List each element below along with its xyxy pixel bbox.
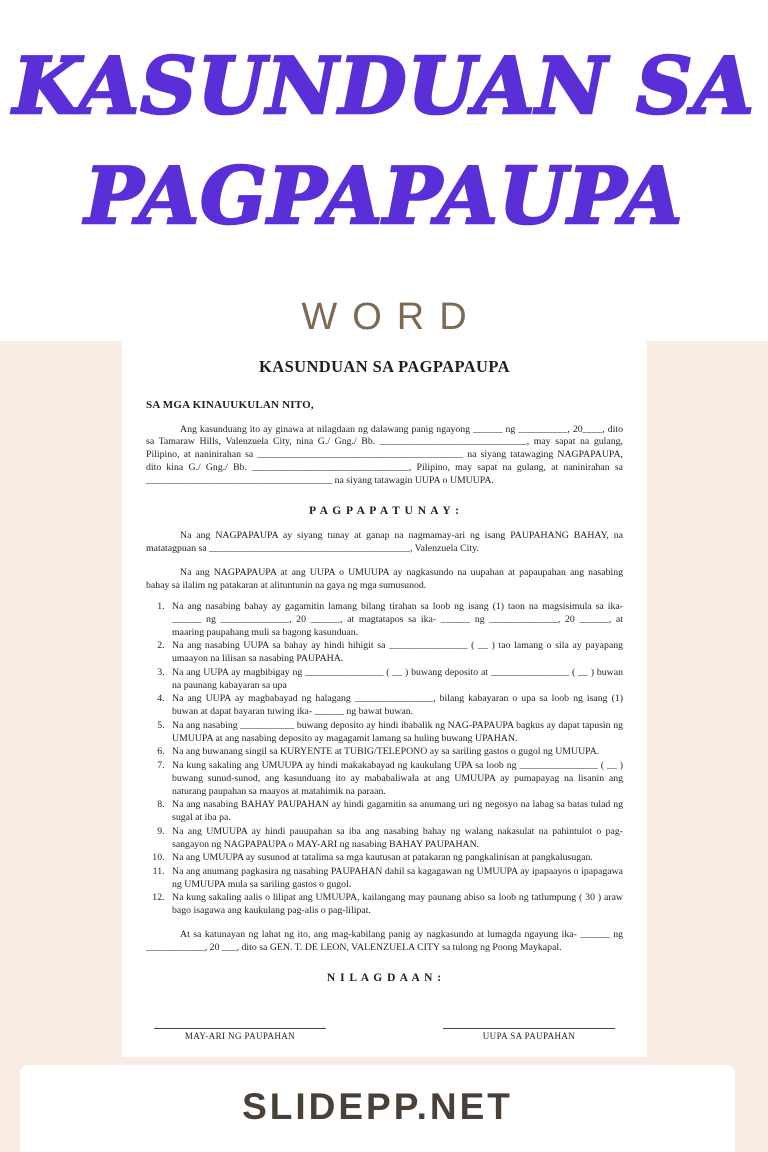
signature-block-owner xyxy=(154,1028,326,1043)
term-item-4: 4. Na ang UUPA ay magbabayad ng halagang ________________, bilang kabayaran o upa sa loob ng isang (1) buwan at dapat bayaran tuwing ika- ______ ng bawat buwan. xyxy=(167,693,623,718)
format-label: WORD xyxy=(301,296,482,338)
term-item-8: 8. Na ang nasabing BAHAY PAUPAHAN ay hindi gagamitin sa anumang uri ng negosyo na labag sa batas tulad ng sugal at iba pa. xyxy=(167,799,623,824)
poster-title xyxy=(0,32,768,252)
term-item-11: 11. Na ang anumang pagkasira ng nasabing PAUPAHAN dahil sa kagagawan ng UMUUPA ay ipapaayos o ipapagawa ng UMUUPA mula sa sariling gastos o gugol. xyxy=(167,866,623,891)
signature-line-owner xyxy=(154,1028,326,1029)
term-item-10: 10. Na ang UMUUPA ay susunod at tatalima sa mga kautusan at patakaran ng pangkalinisan at pangkalusugan. xyxy=(167,852,623,865)
term-item-6: 6. Na ang buwanang singil sa KURYENTE at TUBIG/TELEPONO ay sa sariling gastos o gugol ng UMUUPA. xyxy=(167,746,623,759)
signature-row xyxy=(154,1028,615,1043)
term-item-5: 5. Na ang nasabing ___________ buwang deposito ay hindi ibabalik ng NAG-PAPAUPA bagkus ay dapat tapusin ng UMUUPA at ang nasabing deposito ay magagamit lamang sa huling buwang UPAHAN. xyxy=(167,720,623,745)
document-title: KASUNDUAN SA PAGPAPAUPA xyxy=(259,357,510,376)
signature-block-tenant xyxy=(443,1028,615,1043)
terms-list xyxy=(146,601,623,918)
section-heading-pagpapatunay: P A G P A P A T U N A Y : xyxy=(309,505,460,518)
signature-label-owner: MAY-ARI NG PAUPAHAN xyxy=(184,1031,296,1042)
term-item-3: 3. Na ang UUPA ay magbibigay ng ________________ ( __ ) buwang deposito at ________________ ( __ ) buwan na paunang kabayaran sa upa xyxy=(167,667,623,692)
footer-card xyxy=(20,1065,735,1152)
term-item-7: 7. Na kung sakaling ang UMUUPA ay hindi makakabayad ng kaukulang UPA sa loob ng ________________ ( __ ) buwang sunud-sunod, ang kasunduang ito ay mababaliwala at ang UMUUPA ay pumapayag na lisanin ang naturang paupahan sa maayos at matahimik na paraan. xyxy=(167,760,623,798)
term-item-12: 12. Na kung sakaling aalis o lilipat ang UMUUPA, kailangang may paunang abiso sa loob ng tatlumpung ( 30 ) araw bago isagawa ang kaukulang pag-alis o pag-lilipat. xyxy=(167,892,623,917)
document-intro-paragraph: Ang kasunduang ito ay ginawa at nilagdaan ng dalawang panig ngayong ______ ng __________, 20____, dito sa Tamaraw Hills, Valenzuela City, nina G./ Gng./ Bb. ______________________________, may sapat na gulang, Pilipino, at naninirahan sa __________________________________________ na siyang tatawaging NAGPAPAUPA, dito kina G./ Gng./ Bb. ________________________________, Pilipino, may sapat na gulang, at naninirahan sa ______________________________________ na siyang tatawagin UUPA o UMUUPA. xyxy=(146,423,623,486)
section-heading-nilagdaan: N I L A G D A A N : xyxy=(326,972,443,985)
document-salutation: SA MGA KINAUUKULAN NITO, xyxy=(146,399,314,412)
site-name: SLIDEPP.NET xyxy=(242,1085,513,1127)
term-item-9: 9. Na ang UMUUPA ay hindi pauupahan sa iba ang nasabing bahay ng walang nakasulat na pahintulot o pag-sangayon ng NAGPAPAUPA o MAY-ARI ng nasabing BAHAY PAUPAHAN. xyxy=(167,826,623,851)
document-preview xyxy=(122,341,647,1057)
term-item-2: 2. Na ang nasabing UUPA sa bahay ay hindi hihigit sa ________________ ( __ ) tao lamang o sila ay payapang umaayon na lilisan sa nasabing PAUPAHA. xyxy=(167,640,623,665)
document-paragraph-ownership: Na ang NAGPAPAUPA ay siyang tunay at ganap na nagmamay-ari ng isang PAUPAHANG BAHAY, na matatagpuan sa _________________________________________, Valenzuela City. xyxy=(146,530,623,555)
document-paragraph-agreement: Na ang NAGPAPAUPA at ang UUPA o UMUUPA ay nagkasundo na uupahan at papaupahan ang nasabing bahay sa ilalim ng patakaran at alituntunin na gaya ng mga sumusunod. xyxy=(146,566,623,591)
term-item-1: 1. Na ang nasabing bahay ay gagamitin lamang bilang tirahan sa loob ng isang (1) taon na magsisimula sa ika- ______ ng ______________, 20 ______, at magtatapos sa ika- ______ ng ______________, 20 ______, at maaring paupahang muli sa bagong kasunduan. xyxy=(167,601,623,639)
poster-title-line1: KASUNDUAN SA xyxy=(13,41,755,132)
document-closing-paragraph: At sa katunayan ng lahat ng ito, ang mag-kabilang panig ay nagkasundo at lumagda ngayung ika- ______ ng ____________, 20 ___, dito sa GEN. T. DE LEON, VALENZUELA CITY sa tulong ng Poong Maykapal. xyxy=(146,928,623,953)
poster-title-line2: PAGPAPAUPA xyxy=(84,151,684,242)
signature-line-tenant xyxy=(443,1028,615,1029)
signature-label-tenant: UUPA SA PAUPAHAN xyxy=(482,1031,576,1042)
